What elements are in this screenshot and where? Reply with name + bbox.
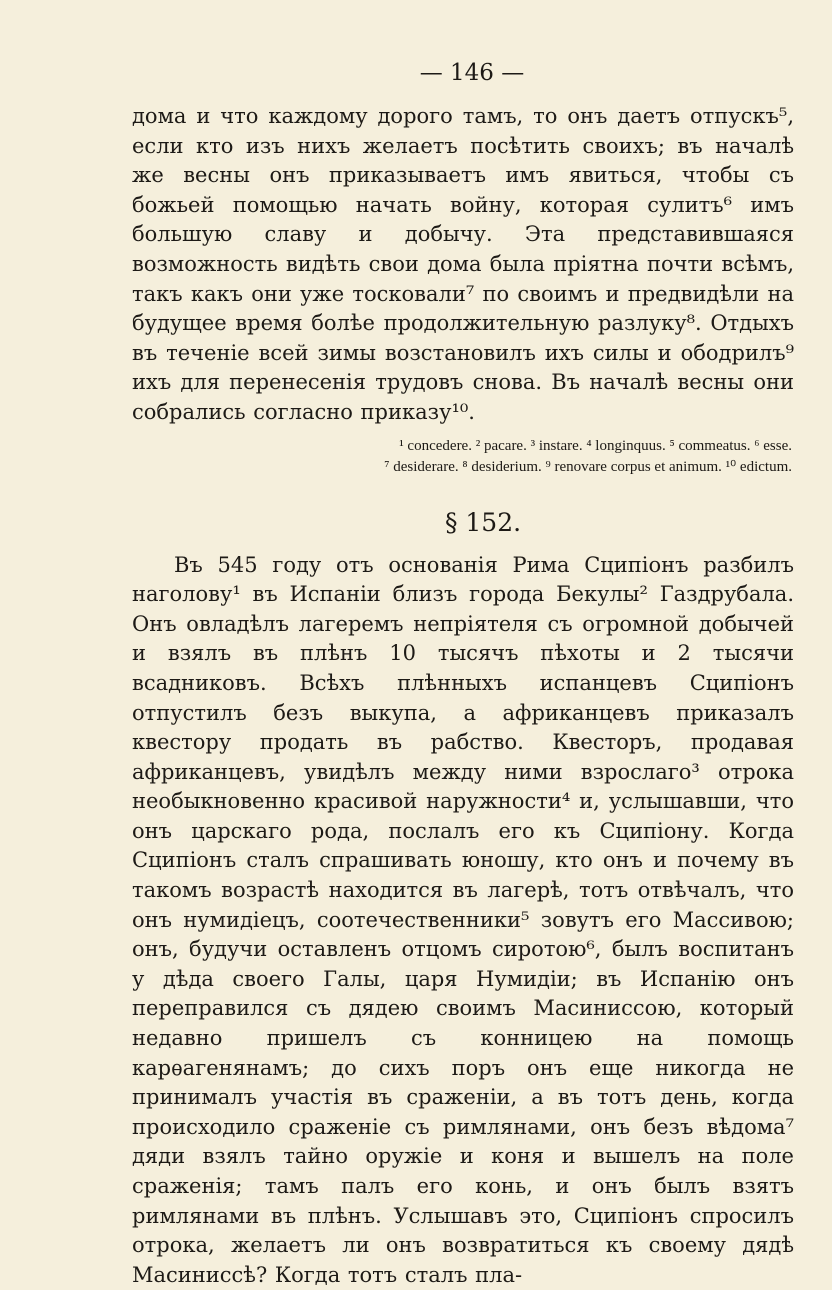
page-number: — 146 — (419, 60, 525, 86)
footnote-line: ¹ concedere. ² pacare. ³ instare. ⁴ longinquus. ⁵ commeatus. ⁶ esse. (399, 437, 792, 454)
paragraph-continued: дома и что каждому дорого тамъ, то онъ даетъ отпускъ⁵, если кто изъ нихъ желаетъ посѣтить своихъ; въ началѣ же весны онъ приказываетъ имъ явиться, чтобы съ божьей помощью начать войну, которая сулитъ⁶ имъ большую славу и добычу. Эта представившаяся возможность видѣть свои дома была пріятна почти всѣмъ, такъ какъ они уже тосковали⁷ по своимъ и предвидѣли на будущее время болѣе продолжительную разлуку⁸. Отдыхъ въ теченіе всей зимы возстановилъ ихъ силы и ободрилъ⁹ ихъ для перенесенія трудовъ снова. Въ началѣ весны они собрались согласно приказу¹⁰. (132, 104, 794, 424)
body-text (132, 102, 794, 428)
section-heading: § 152. (444, 507, 522, 537)
paragraph-text: Въ 545 году отъ основанія Рима Сципіонъ разбилъ наголову¹ въ Испаніи близъ города Бекулы² Газдрубала. Онъ овладѣлъ лагеремъ непріятеля съ огромной добычей и взялъ въ плѣнъ 10 тысячъ пѣхоты и 2 тысячи всадниковъ. Всѣхъ плѣнныхъ испанцевъ Сципіонъ отпустилъ безъ выкупа, а африканцевъ приказалъ квестору продать въ рабство. Квесторъ, продавая африканцевъ, увидѣлъ между ними взрослаго³ отрока необыкновенно красивой наружности⁴ и, услышавши, что онъ царскаго рода, послалъ его къ Сципіону. Когда Сципіонъ сталъ спрашивать юношу, кто онъ и почему въ такомъ возрастѣ находится въ лагерѣ, тотъ отвѣчалъ, что онъ нумидіецъ, соотечественники⁵ зовутъ его Массивою; онъ, будучи оставленъ отцомъ сиротою⁶, былъ воспитанъ у дѣда своего Галы, царя Нумидіи; въ Испанію онъ переправился съ дядею своимъ Масиниссою, который недавно пришелъ съ конницею на помощь карѳагенянамъ; до сихъ поръ онъ еще никогда не принималъ участія въ сраженіи, а въ тотъ день, когда происходило сраженіе съ римлянами, онъ безъ вѣдома⁷ дяди взялъ тайно оружіе и коня и вышелъ на поле сраженія; тамъ палъ его конь, и онъ былъ взятъ римлянами въ плѣнъ. Услышавъ это, Сципіонъ спросилъ отрока, желаетъ ли онъ возвратиться къ своему дядѣ Масиниссѣ? Когда тотъ сталъ пла- (132, 552, 794, 1287)
footnote-line: ⁷ desiderare. ⁸ desiderium. ⁹ renovare corpus et animum. ¹⁰ edictum. (384, 458, 792, 475)
paragraph-section-152 (132, 551, 794, 1290)
section-body (132, 551, 794, 1290)
footnotes (132, 436, 794, 478)
